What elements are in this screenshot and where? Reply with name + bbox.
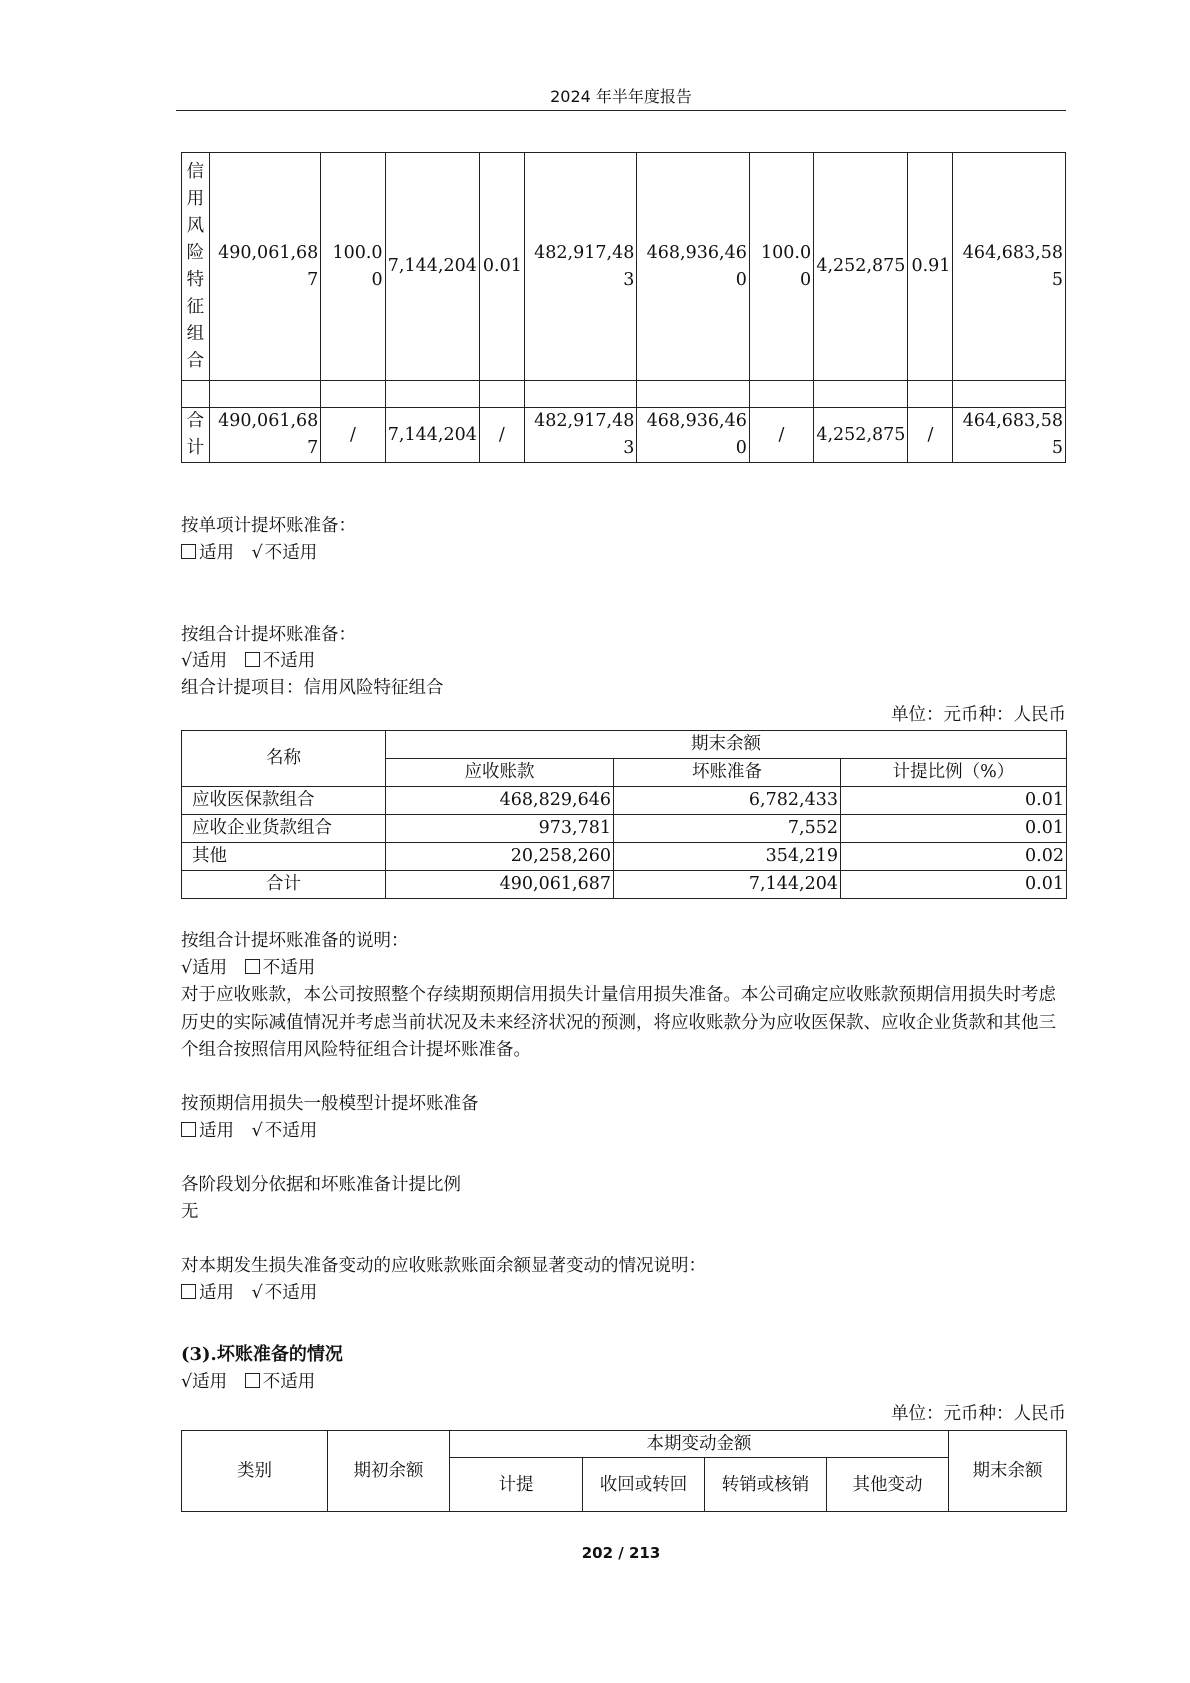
applicability-options: 适用 √ 不适用 <box>181 1280 317 1307</box>
table-cell: / <box>479 408 524 463</box>
row-category: 信用风险特征组合 <box>182 153 210 381</box>
col-header: 转销或核销 <box>705 1458 827 1512</box>
col-header: 应收账款 <box>386 759 614 787</box>
section-title: 按预期信用损失一般模型计提坏账准备 <box>181 1094 479 1114</box>
check-mark-icon: √ <box>251 1283 263 1303</box>
col-header: 坏账准备 <box>614 759 841 787</box>
note-paragraph: 对于应收账款，本公司按照整个存续期预期信用损失计量信用损失准备。本公司确定应收账款预期信用损失时考虑历史的实际减值情况并考虑当前状况及未来经济状况的预测，将应收账款分为应收医保款、应收企业货款和其他三个组合按照信用风险特征组合计提坏账准备。 <box>181 985 1056 1060</box>
checkbox-empty-icon <box>245 652 260 667</box>
table-cell: 973,781 <box>386 815 614 843</box>
table-cell: 6,782,433 <box>614 787 841 815</box>
table-cell: / <box>908 408 953 463</box>
table-cell: 482,917,483 <box>524 153 637 381</box>
row-name: 应收企业货款组合 <box>182 815 386 843</box>
col-header: 类别 <box>182 1431 328 1512</box>
table-cell: / <box>321 408 385 463</box>
applicability-options: √适用 不适用 <box>181 1372 316 1392</box>
row-name: 合计 <box>182 871 386 899</box>
section-title: 各阶段划分依据和坏账准备计提比例 <box>181 1175 461 1195</box>
col-header-group: 期末余额 <box>386 731 1067 759</box>
col-header-name: 名称 <box>182 731 386 787</box>
table-cell: 0.01 <box>479 153 524 381</box>
table-cell: 7,144,204 <box>385 408 479 463</box>
checkbox-empty-icon <box>245 1373 260 1388</box>
unit-note: 单位：元币种：人民币 <box>891 1404 1066 1424</box>
table-cell: / <box>749 408 813 463</box>
unit-note: 单位：元币种：人民币 <box>891 705 1066 725</box>
table-cell: 468,936,460 <box>637 153 750 381</box>
table-row <box>182 787 1067 815</box>
table-cell: 490,061,687 <box>386 871 614 899</box>
col-header: 其他变动 <box>827 1458 949 1512</box>
table-cell: 464,683,585 <box>953 408 1066 463</box>
check-mark-icon: √ <box>251 543 263 563</box>
table-cell: 100.00 <box>749 153 813 381</box>
table-row-total <box>182 871 1067 899</box>
check-mark-icon: √ <box>181 1372 193 1392</box>
table-cell: 468,829,646 <box>386 787 614 815</box>
table-cell: 7,144,204 <box>385 153 479 381</box>
table-cell: 490,061,687 <box>209 153 320 381</box>
col-header: 期末余额 <box>949 1431 1067 1512</box>
row-name: 其他 <box>182 843 386 871</box>
section-title: 按组合计提坏账准备： <box>181 625 356 645</box>
col-header: 计提比例（%） <box>841 759 1067 787</box>
table-cell: 354,219 <box>614 843 841 871</box>
header-divider <box>176 110 1066 111</box>
bad-debt-provision-table <box>181 1430 1067 1512</box>
table-cell: 490,061,687 <box>209 408 320 463</box>
table-cell: 100.00 <box>321 153 385 381</box>
col-header-group: 本期变动金额 <box>450 1431 949 1458</box>
table-cell: 0.91 <box>908 153 953 381</box>
table-row-empty <box>182 381 1066 408</box>
page-number: 202 / 213 <box>581 1544 661 1562</box>
table-cell: 0.02 <box>841 843 1067 871</box>
table-cell: 482,917,483 <box>524 408 637 463</box>
table-row <box>182 815 1067 843</box>
col-header: 期初余额 <box>328 1431 450 1512</box>
section-title: 按单项计提坏账准备： <box>181 516 356 536</box>
table-cell: 0.01 <box>841 871 1067 899</box>
table-cell: 0.01 <box>841 787 1067 815</box>
table-row <box>182 843 1067 871</box>
stages-value: 无 <box>181 1202 199 1222</box>
table-cell: 464,683,585 <box>953 153 1066 381</box>
applicability-options: √适用 不适用 <box>181 651 316 671</box>
table-header-row <box>182 731 1067 759</box>
table-row-total <box>182 408 1066 463</box>
check-mark-icon: √ <box>251 1121 263 1141</box>
section-title: 按组合计提坏账准备的说明： <box>181 931 409 951</box>
table-cell: 20,258,260 <box>386 843 614 871</box>
col-header: 收回或转回 <box>583 1458 705 1512</box>
page-header: 2024 年半年度报告 <box>550 87 692 106</box>
receivables-category-table <box>181 152 1066 463</box>
col-header: 计提 <box>450 1458 583 1512</box>
applicability-options: 适用 √ 不适用 <box>181 540 317 567</box>
table-cell: 4,252,875 <box>814 408 908 463</box>
row-category: 合计 <box>182 408 210 463</box>
table-row <box>182 153 1066 381</box>
row-name: 应收医保款组合 <box>182 787 386 815</box>
table-cell: 468,936,460 <box>637 408 750 463</box>
table-cell: 0.01 <box>841 815 1067 843</box>
applicability-options: 适用 √ 不适用 <box>181 1118 317 1145</box>
checkbox-empty-icon <box>181 1284 196 1299</box>
check-mark-icon: √ <box>181 651 193 671</box>
combo-item-line: 组合计提项目：信用风险特征组合 <box>181 678 444 698</box>
table-cell: 7,144,204 <box>614 871 841 899</box>
check-mark-icon: √ <box>181 958 193 978</box>
combo-provision-table <box>181 730 1067 899</box>
table-cell: 7,552 <box>614 815 841 843</box>
section-heading: (3).坏账准备的情况 <box>181 1344 343 1365</box>
section-title: 对本期发生损失准备变动的应收账款账面余额显著变动的情况说明： <box>181 1256 706 1276</box>
checkbox-empty-icon <box>181 544 196 559</box>
applicability-options: √适用 不适用 <box>181 958 316 978</box>
table-header-row <box>182 1431 1067 1458</box>
checkbox-empty-icon <box>245 959 260 974</box>
checkbox-empty-icon <box>181 1122 196 1137</box>
table-cell: 4,252,875 <box>814 153 908 381</box>
